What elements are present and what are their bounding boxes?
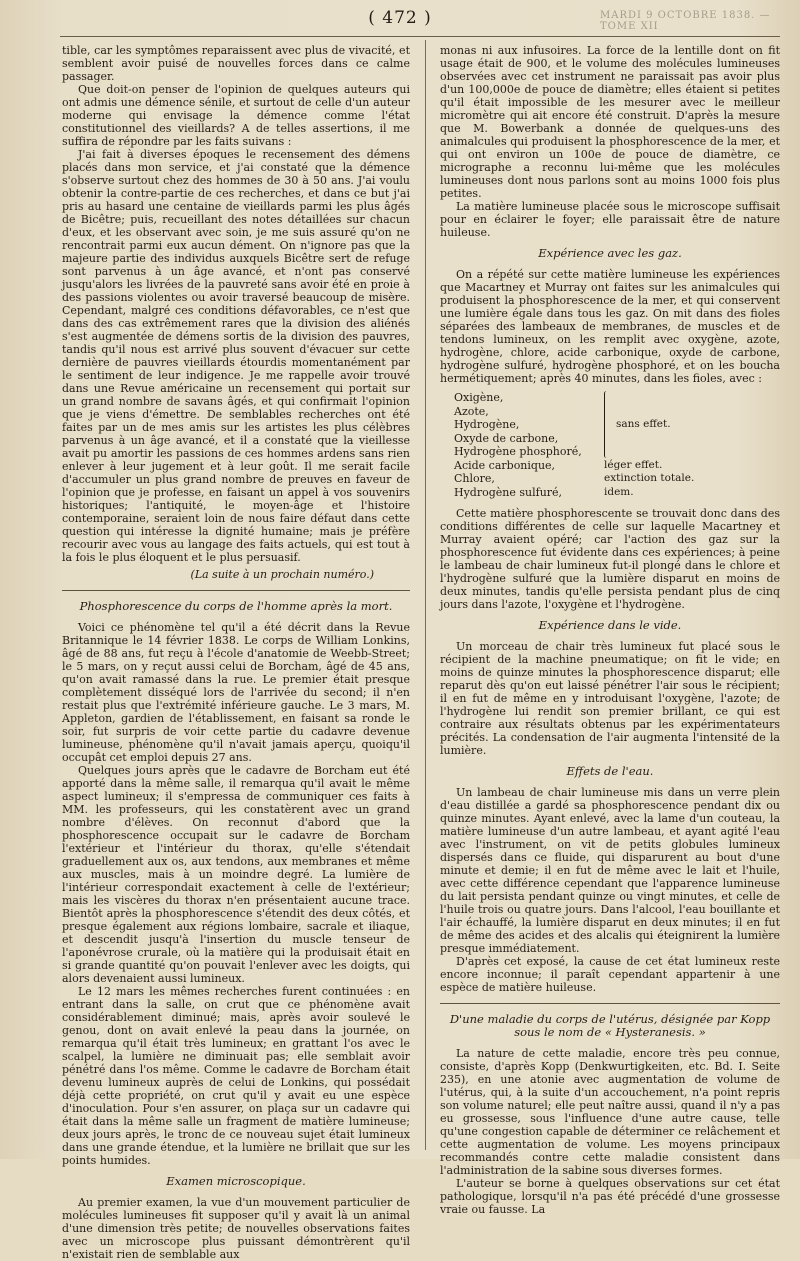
gas-name: Hydrogène, (454, 418, 520, 431)
page-number: ( 472 ) (368, 8, 432, 28)
paragraph: D'après cet exposé, la cause de cet état lumineux reste encore inconnue; il paraît cependant appartenir à une espèce de matière huileuse. (440, 955, 780, 994)
paragraph: Quelques jours après que le cadavre de Borcham eut été apporté dans la même salle, il remarqua qu'il avait le même aspect lumineux; il s'empressa de communiquer ces faits à MM. les professeurs, qui les constatèrent avec un grand nombre d'élèves. On reconnut d'abord que la phosphorescence occupait sur le cadavre de Borcham l'extérieur et l'intérieur du thorax, qu'elle s'étendait graduellement aux os, aux tendons, aux membranes et même aux muscles, mais à un moindre degré. La lumière de l'intérieur correspondait exactement à celle de l'extérieur; mais les viscères du thorax n'en présentaient aucune trace. Bientôt après la phosphorescence s'étendit des deux côtés, et presque également aux régions lombaire, sacrale et iliaque, et descendit jusqu'à l'insertion du muscle tenseur de l'aponévrose crurale, où la matière qui la produisait était en si grande quantité qu'on pouvait l'enlever avec les doigts, qui alors devenaient aussi lumineux. (62, 764, 410, 985)
gas-result (604, 405, 764, 419)
paragraph: Un lambeau de chair lumineuse mis dans un verre plein d'eau distillée a gardé sa phosphorescence pendant dix ou quinze minutes. Ayant enlevé, avec la lame d'un couteau, la matière lumineuse d'un autre lambeau, et ayant agité l'eau avec l'instrument, on vit de petits globules lumineux dispersés dans ce fluide, qui disparurent au bout d'une minute et demie; il en fut de même avec le lait et l'huile, avec cette différence cependant que l'apparence lumineuse du lait persista pendant quinze ou vingt minutes, et celle de l'huile trois ou quatre jours. Dans l'alcool, l'eau bouillante et l'air échauffé, la lumière disparut en deux minutes; il en fut de même des acides et des alcalis qui éteignirent la lumière presque immédiatement. (440, 786, 780, 955)
article-title: D'une maladie du corps de l'utérus, désignée par Kopp sous le nom de « Hysteranesis. » (449, 1012, 771, 1039)
gas-name: Oxyde de carbone, (454, 431, 559, 445)
paragraph: tible, car les symptômes reparaissent avec plus de vivacité, et semblent avoir puisé de nouvelles forces dans ce calme passager. (62, 44, 410, 83)
brace (604, 391, 609, 458)
column-divider (425, 40, 426, 1150)
paragraph: Le 12 mars les mêmes recherches furent continuées : en entrant dans la salle, on crut que ce phénomène avait considérablement diminué; mais, après avoir soulevé le genou, dont on avait enlevé la peau dans la journée, on remarqua qu'il était très lumineux; en grattant l'os avec le scalpel, la lumière ne diminuait pas; elle semblait avoir pénétré dans l'os même. Comme le cadavre de Borcham était devenu lumineux auprès de celui de Lonkins, qui possédait déjà cette propriété, on crut qu'il y avait eu une espèce d'inoculation. Pour s'en assurer, on plaça sur un cadavre qui était dans la même salle un fragment de matière lumineuse; deux jours après, le tronc de ce nouveau sujet était lumineux dans une grande étendue, et la lumière ne brillait que sur les points humides. (62, 985, 410, 1167)
gas-result: idem. (604, 485, 634, 498)
paragraph: Un morceau de chair très lumineux fut placé sous le récipient de la machine pneumatique; on fit le vide; en moins de quinze minutes la phosphorescence disparut; elle reparut dès qu'on eut laissé pénétrer l'air sous le récipient; il en fut de même en y introduisant l'oxygène, l'azote; de l'hydrogène lui rendit son premier brillant, ce qui est contraire aux résultats obtenus par les expérimentateurs précités. La condensation de l'air augmenta l'intensité de la lumière. (440, 640, 780, 757)
gas-result: léger effet. (604, 458, 663, 471)
section-heading: Effets de l'eau. (566, 764, 654, 778)
top-rule (60, 36, 780, 37)
section-heading: Expérience avec les gaz. (538, 246, 682, 260)
section-heading: Examen microscopique. (166, 1174, 306, 1188)
paragraph: J'ai fait à diverses époques le recensement des démens placés dans mon service, et j'ai constaté que la démence s'observe surtout chez des hommes de 30 à 50 ans. J'ai voulu obtenir la contre-partie de ces recherches, et dans ce but j'ai pris au hasard une centaine de vieillards parmi les plus âgés de Bicêtre; puis, recueillant des notes détaillées sur chacun d'eux, et les observant avec soin, je me suis assuré qu'on ne rencontrait parmi eux aucun dément. On n'ignore pas que la majeure partie des individus auxquels Bicêtre sert de refuge sont parvenus à un âge avancé, et n'ont pas conservé jusqu'alors les livrées de la pauvreté sans avoir été en proie à des passions violentes ou avoir traversé beaucoup de misère. Cependant, malgré ces conditions défavorables, ce n'est que dans des cas extrêmement rares que la division des aliénés s'est augmentée de démens sortis de la division des pauvres, tandis qu'il nous est arrivé plus souvent d'évacuer sur cette dernière de pauvres vieillards étourdis momentanément par le sentiment de leur indigence. Je me rappelle avoir trouvé dans une Revue américaine un recensement qui portait sur un grand nombre de savans âgés, et qui confirmait l'opinion que je viens d'émettre. De semblables recherches ont été faites par un de mes amis sur les artistes les plus célèbres parvenus à un âge avancé, et il a constaté que la vieillesse avait pu amortir les passions de ces hommes ardens sans rien enlever à leur jugement et à leur goût. Il me serait facile d'accumuler un plus grand nombre de preuves en faveur de l'opinion que je professe, en faisant un appel à vos souvenirs historiques; l'antiquité, le moyen-âge et l'histoire contemporaine, seraient loin de nous faire défaut dans cette question qui intéresse la dignité humaine; mais je préfère recourir avec vous au langage des faits actuels, qui est tout à la fois le plus éloquent et le plus persuasif. (62, 148, 410, 564)
gas-row (454, 472, 780, 486)
paragraph: Que doit-on penser de l'opinion de quelques auteurs qui ont admis une démence sénile, et surtout de celle d'un auteur moderne qui envisage la démence comme l'état constitutionnel des vieillards? A de telles assertions, il me suffira de répondre par les faits suivans : (62, 83, 410, 148)
paragraph: Voici ce phénomène tel qu'il a été décrit dans la Revue Britannique le 14 février 1838. Le corps de William Lonkins, âgé de 88 ans, fut reçu à l'école d'anatomie de Weebb-Street; le 5 mars, on y reçut aussi celui de Borcham, âgé de 45 ans, qu'on avait ramassé dans la rue. Le premier était presque complètement disséqué lors de l'arrivée du second; il n'en restait plus que l'extrémité inférieure gauche. Le 3 mars, M. Appleton, gardien de l'établissement, en faisant sa ronde le soir, fut surpris de voir cette partie du cadavre devenue lumineuse, phénomène qu'il n'avait jamais aperçu, quoiqu'il occupât cet emploi depuis 27 ans. (62, 621, 410, 764)
gas-result: extinction totale. (604, 472, 695, 484)
gas-name: Hydrogène sulfuré, (454, 485, 563, 499)
paragraph: L'auteur se borne à quelques observations sur cet état pathologique, lorsqu'il n'a pas été précédé d'une grossesse vraie ou fausse. La (440, 1177, 780, 1216)
right-column (440, 44, 780, 1216)
gas-row (454, 405, 780, 419)
paragraph: Cette matière phosphorescente se trouvait donc dans des conditions différentes de celle sur laquelle Macartney et Murray avaient opéré; car l'action des gaz sur la phosphorescence fut évidente dans ces expériences; à peine le lambeau de chair lumineux fut-il plongé dans le chlore et l'hydrogène sulfuré que la lumière disparut en moins de deux minutes, tandis qu'elle persista pendant plus de cinq jours dans l'azote, l'oxygène et l'hydrogène. (440, 507, 780, 611)
paragraph: La matière lumineuse placée sous le microscope suffisait pour en éclairer le foyer; elle paraissait être de nature huileuse. (440, 200, 780, 239)
continuation-note: (La suite à un prochain numéro.) (190, 568, 374, 581)
gas-results-table (454, 391, 780, 499)
section-separator (62, 590, 410, 591)
gas-row (454, 486, 780, 500)
paragraph: Au premier examen, la vue d'un mouvement particulier de molécules lumineuses fit supposer qu'il y avait là un animal d'une dimension très petite; de nouvelles observations faites avec un microscope plus puissant démontrèrent qu'il n'existait rien de semblable aux (62, 1196, 410, 1261)
gas-name: Azote, (454, 404, 489, 418)
running-header: MARDI 9 OCTOBRE 1838. — TOME XII (600, 10, 771, 32)
gas-result (604, 445, 764, 459)
paragraph: On a répété sur cette matière lumineuse les expériences que Macartney et Murray ont faites sur les animalcules qui produisent la phosphorescence de la mer, et qui conservent une lumière égale dans tous les gaz. On mit dans des fioles séparées des lambeaux de membranes, de muscles et de tendons lumineux, on les remplit avec oxygène, azote, hydrogène, chlore, acide carbonique, oxyde de carbone, hydrogène sulfuré, hydrogène phosphoré, et on les boucha hermétiquement; après 40 minutes, dans les fioles, avec : (440, 268, 780, 385)
section-separator (440, 1003, 780, 1004)
gas-name: Hydrogène phosphoré, (454, 445, 582, 458)
gas-row (454, 391, 780, 405)
article-title: Phosphorescence du corps de l'homme après la mort. (79, 599, 393, 613)
brace-result: sans effet. (616, 418, 671, 430)
paragraph: monas ni aux infusoires. La force de la lentille dont on fit usage était de 900, et le volume des molécules lumineuses observées avec cet instrument ne paraissait pas avoir plus d'un 100,000e de pouce de diamètre; elles étaient si petites qu'il était impossible de les mesurer avec le meilleur micromètre qui ait encore été construit. D'après la mesure que M. Bowerbank a donnée de quelques-uns des animalcules qui produisent la phosphorescence de la mer, et qui ont environ un 100e de pouce de diamètre, ce micrographe a reconnu lui-même que les molécules lumineuses dont nous parlons sont au moins 1000 fois plus petites. (440, 44, 780, 200)
gas-name: Acide carbonique, (454, 458, 556, 472)
gas-row (454, 459, 780, 473)
gas-row (454, 445, 780, 459)
gas-name: Chlore, (454, 472, 495, 485)
paragraph: La nature de cette maladie, encore très peu connue, consiste, d'après Kopp (Denkwurtigkeiten, etc. Bd. I. Seite 235), en une atonie avec augmentation de volume de l'utérus, qui, à la suite d'un accouchement, n'a point repris son volume naturel; elle peut naître aussi, quand il n'y a pas eu grossesse, sous l'influence d'une autre cause, telle qu'une congestion capable de déterminer ce relâchement et cette augmentation de volume. Les moyens principaux recommandés contre cette maladie consistent dans l'administration de la sabine sous diverses formes. (440, 1047, 780, 1177)
gas-row (454, 432, 780, 446)
section-heading: Expérience dans le vide. (538, 618, 682, 632)
left-column (62, 44, 410, 1261)
gas-result (604, 432, 764, 446)
gas-name: Oxigène, (454, 391, 504, 404)
gas-result (604, 391, 764, 405)
